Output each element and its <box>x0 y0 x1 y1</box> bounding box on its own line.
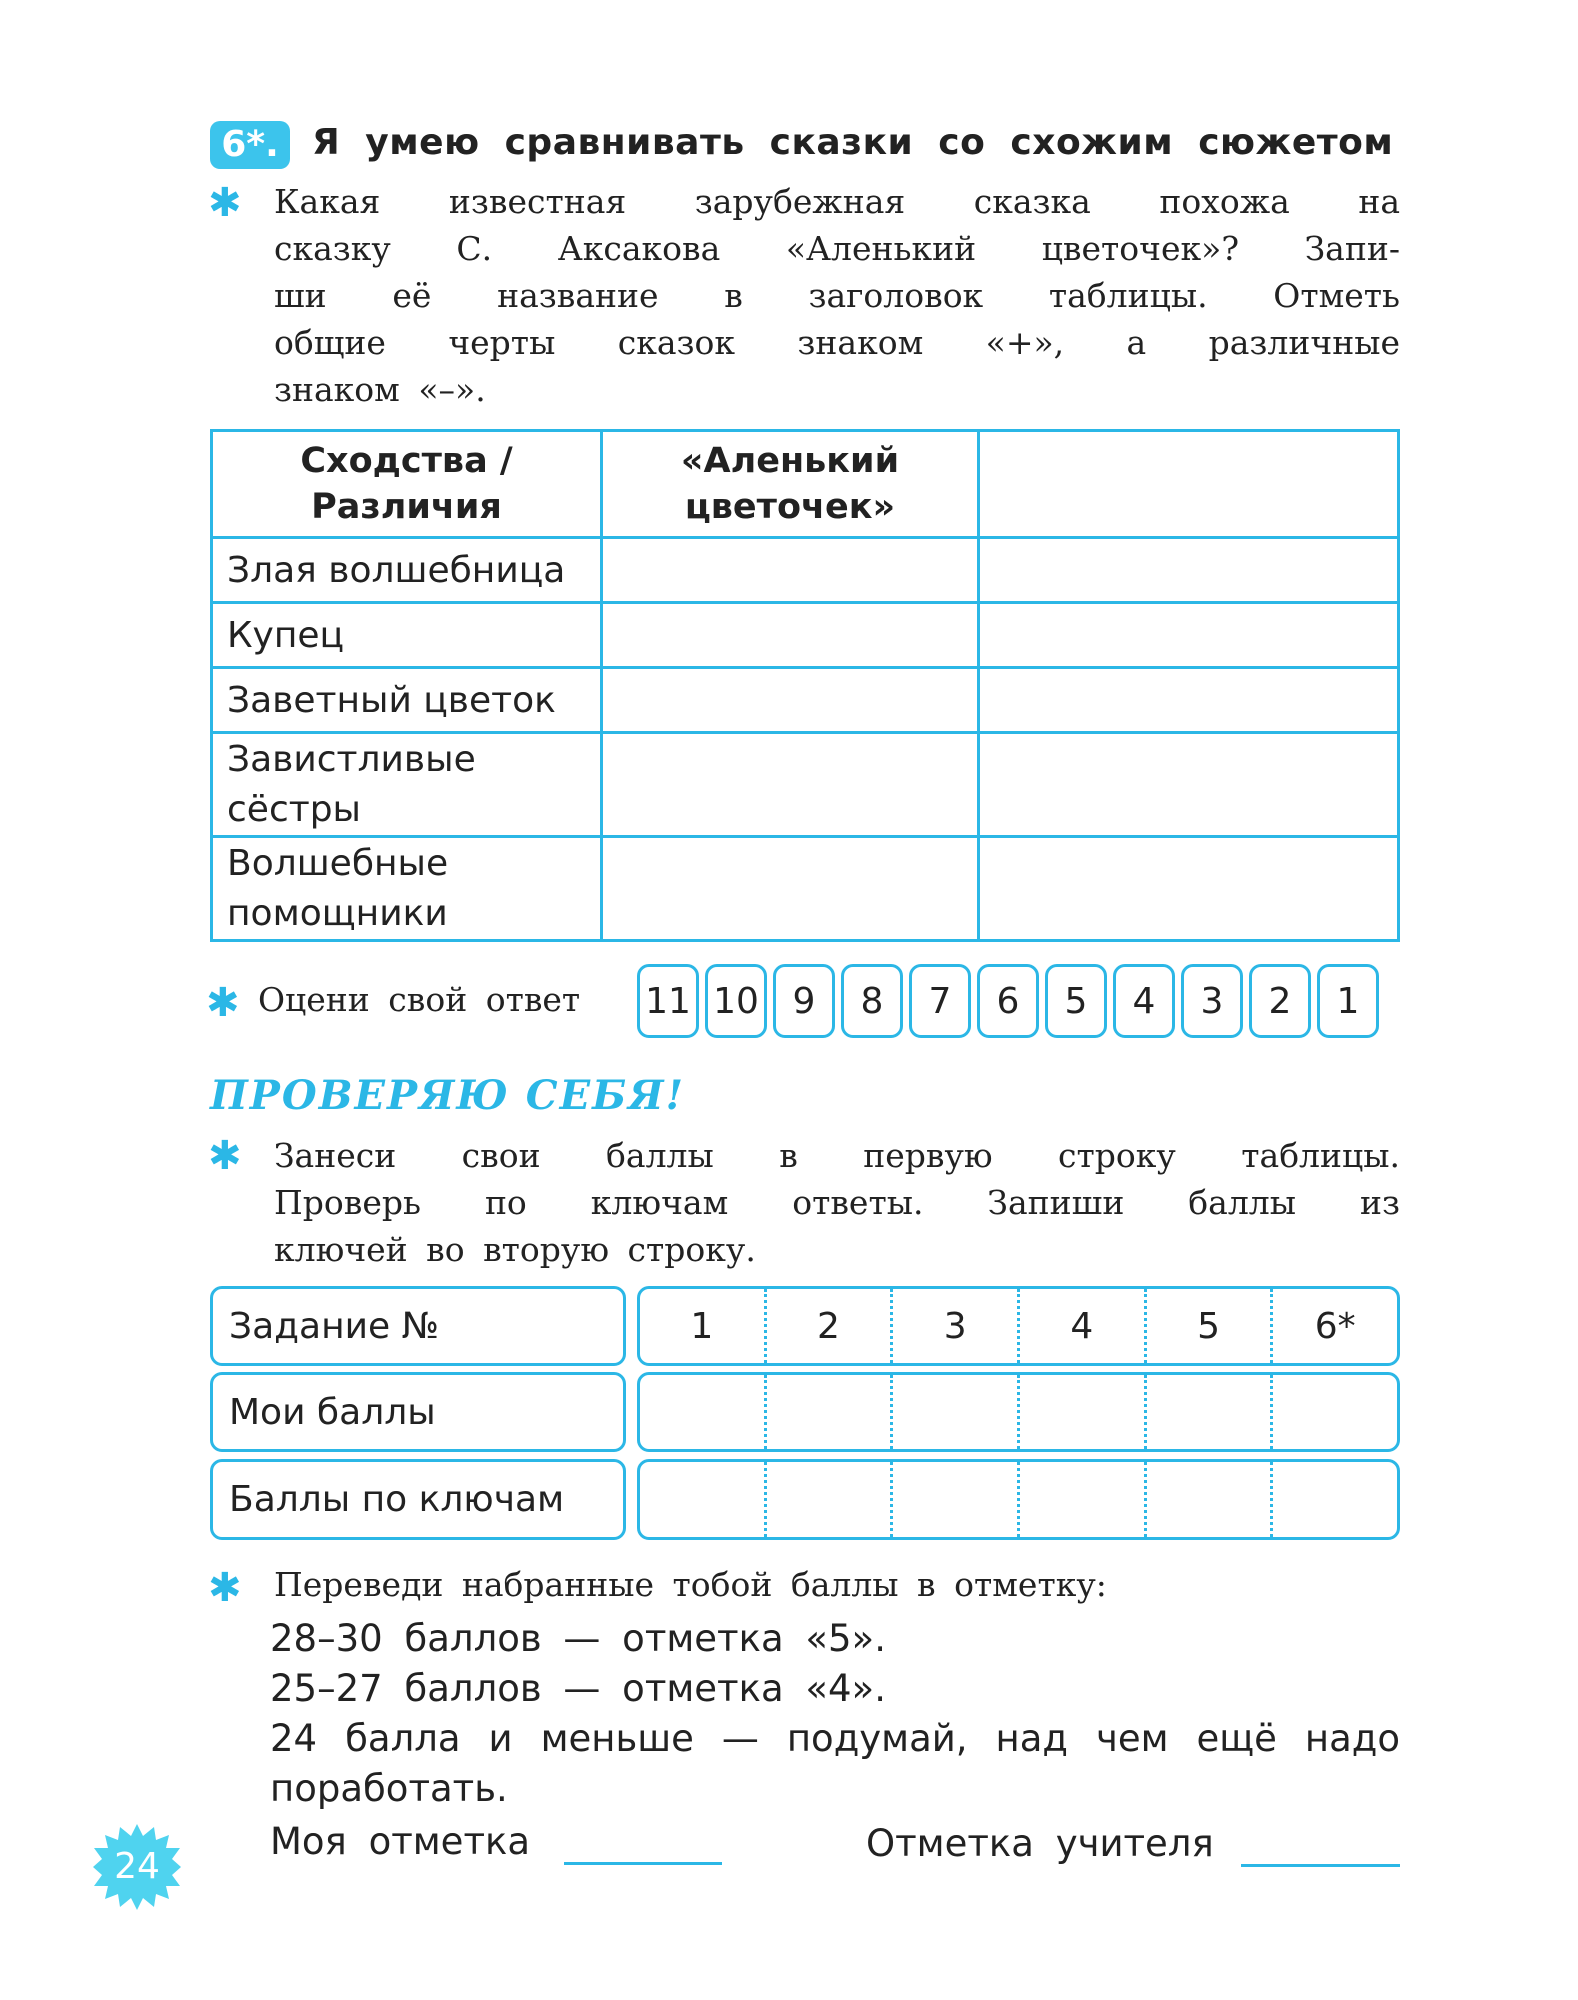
task-number-badge: 6*. <box>210 121 290 169</box>
score-box[interactable]: 7 <box>909 964 971 1038</box>
header-similarities: Сходства / Различия <box>212 431 602 538</box>
label-my-scores: Мои баллы <box>210 1372 626 1452</box>
score-box[interactable]: 8 <box>841 964 903 1038</box>
score-cell[interactable] <box>1017 1375 1144 1449</box>
answer-cell[interactable] <box>979 733 1399 837</box>
score-cell[interactable] <box>890 1375 1017 1449</box>
grading-intro: Переведи набранные тобой баллы в отметку: <box>274 1565 1107 1604</box>
score-box[interactable]: 6 <box>977 964 1039 1038</box>
score-cell[interactable] <box>890 1462 1017 1537</box>
grading-line: поработать. <box>270 1767 508 1810</box>
row-label: Волшебные помощники <box>212 837 602 941</box>
rating-scale <box>637 964 1379 1038</box>
my-scores-row <box>637 1372 1400 1452</box>
key-scores-row <box>637 1459 1400 1540</box>
asterisk-icon: ✱ <box>208 1565 242 1611</box>
score-box[interactable]: 10 <box>705 964 767 1038</box>
label-key-scores: Баллы по ключам <box>210 1459 626 1540</box>
page-number-badge <box>92 1822 182 1912</box>
score-cell[interactable] <box>764 1375 891 1449</box>
score-box[interactable]: 9 <box>773 964 835 1038</box>
answer-cell[interactable] <box>602 733 979 837</box>
row-label: Заветный цветок <box>212 668 602 733</box>
score-cell[interactable] <box>640 1462 764 1537</box>
score-box[interactable]: 1 <box>1317 964 1379 1038</box>
header-alenky-tsvetochek: «Аленький цветочек» <box>602 431 979 538</box>
line: сказку С. Аксакова «Аленький цветочек»? Запи- <box>274 229 1400 268</box>
self-check-heading: ПРОВЕРЯЮ СЕБЯ! <box>210 1072 686 1119</box>
grading-line: 28–30 баллов — отметка «5». <box>270 1617 886 1660</box>
score-box[interactable]: 3 <box>1181 964 1243 1038</box>
answer-cell[interactable] <box>602 668 979 733</box>
score-box[interactable]: 2 <box>1249 964 1311 1038</box>
grading-line: 25–27 баллов — отметка «4». <box>270 1667 886 1710</box>
task-number: 4 <box>1017 1289 1144 1363</box>
instruction-text <box>274 178 1400 413</box>
teacher-grade-label: Отметка учителя <box>866 1822 1214 1865</box>
task-number: 5 <box>1144 1289 1271 1363</box>
score-cell[interactable] <box>1017 1462 1144 1537</box>
answer-cell[interactable] <box>979 603 1399 668</box>
score-cell[interactable] <box>764 1462 891 1537</box>
label-task-number: Задание № <box>210 1286 626 1366</box>
answer-cell[interactable] <box>602 603 979 668</box>
teacher-grade-field[interactable] <box>1241 1864 1400 1867</box>
rating-label: Оцени свой ответ <box>258 980 581 1019</box>
line: Занеси свои баллы в первую строку таблицы. <box>274 1136 1400 1175</box>
score-box[interactable]: 5 <box>1045 964 1107 1038</box>
asterisk-icon: ✱ <box>208 1133 242 1179</box>
header-foreign-tale[interactable] <box>979 431 1399 538</box>
answer-cell[interactable] <box>979 837 1399 941</box>
task-title: Я умею сравнивать сказки со схожим сюжетом <box>312 122 1394 163</box>
line: ши её название в заголовок таблицы. Отметь <box>274 276 1400 315</box>
task-number: 1 <box>690 1305 714 1347</box>
my-grade-field[interactable] <box>564 1862 722 1865</box>
answer-cell[interactable] <box>602 837 979 941</box>
task-number: 2 <box>764 1289 891 1363</box>
score-cell[interactable] <box>1270 1375 1397 1449</box>
my-grade-label: Моя отметка <box>270 1820 531 1863</box>
line: Какая известная зарубежная сказка похожа на <box>274 182 1400 221</box>
check-instruction <box>274 1132 1400 1273</box>
line: ключей во вторую строку. <box>274 1230 756 1269</box>
score-box[interactable]: 11 <box>637 964 699 1038</box>
answer-cell[interactable] <box>602 538 979 603</box>
line: Проверь по ключам ответы. Запиши баллы из <box>274 1183 1400 1222</box>
answer-cell[interactable] <box>979 538 1399 603</box>
task-number: 6* <box>1270 1289 1397 1363</box>
score-cell[interactable] <box>640 1375 764 1449</box>
row-label: Злая волшебница <box>212 538 602 603</box>
asterisk-icon: ✱ <box>208 180 242 226</box>
answer-cell[interactable] <box>979 668 1399 733</box>
task-number: 3 <box>890 1289 1017 1363</box>
score-cell[interactable] <box>1144 1375 1271 1449</box>
line: знаком «–». <box>274 370 486 409</box>
score-cell[interactable] <box>1144 1462 1271 1537</box>
comparison-table <box>210 429 1400 942</box>
line: общие черты сказок знаком «+», а различные <box>274 323 1400 362</box>
page-number: 24 <box>114 1846 160 1887</box>
row-label: Завистливые сёстры <box>212 733 602 837</box>
asterisk-icon: ✱ <box>206 980 240 1026</box>
score-cell[interactable] <box>1270 1462 1397 1537</box>
grading-line: 24 балла и меньше — подумай, над чем ещё надо <box>270 1717 1400 1760</box>
task-numbers-row <box>637 1286 1400 1366</box>
score-box[interactable]: 4 <box>1113 964 1175 1038</box>
row-label: Купец <box>212 603 602 668</box>
